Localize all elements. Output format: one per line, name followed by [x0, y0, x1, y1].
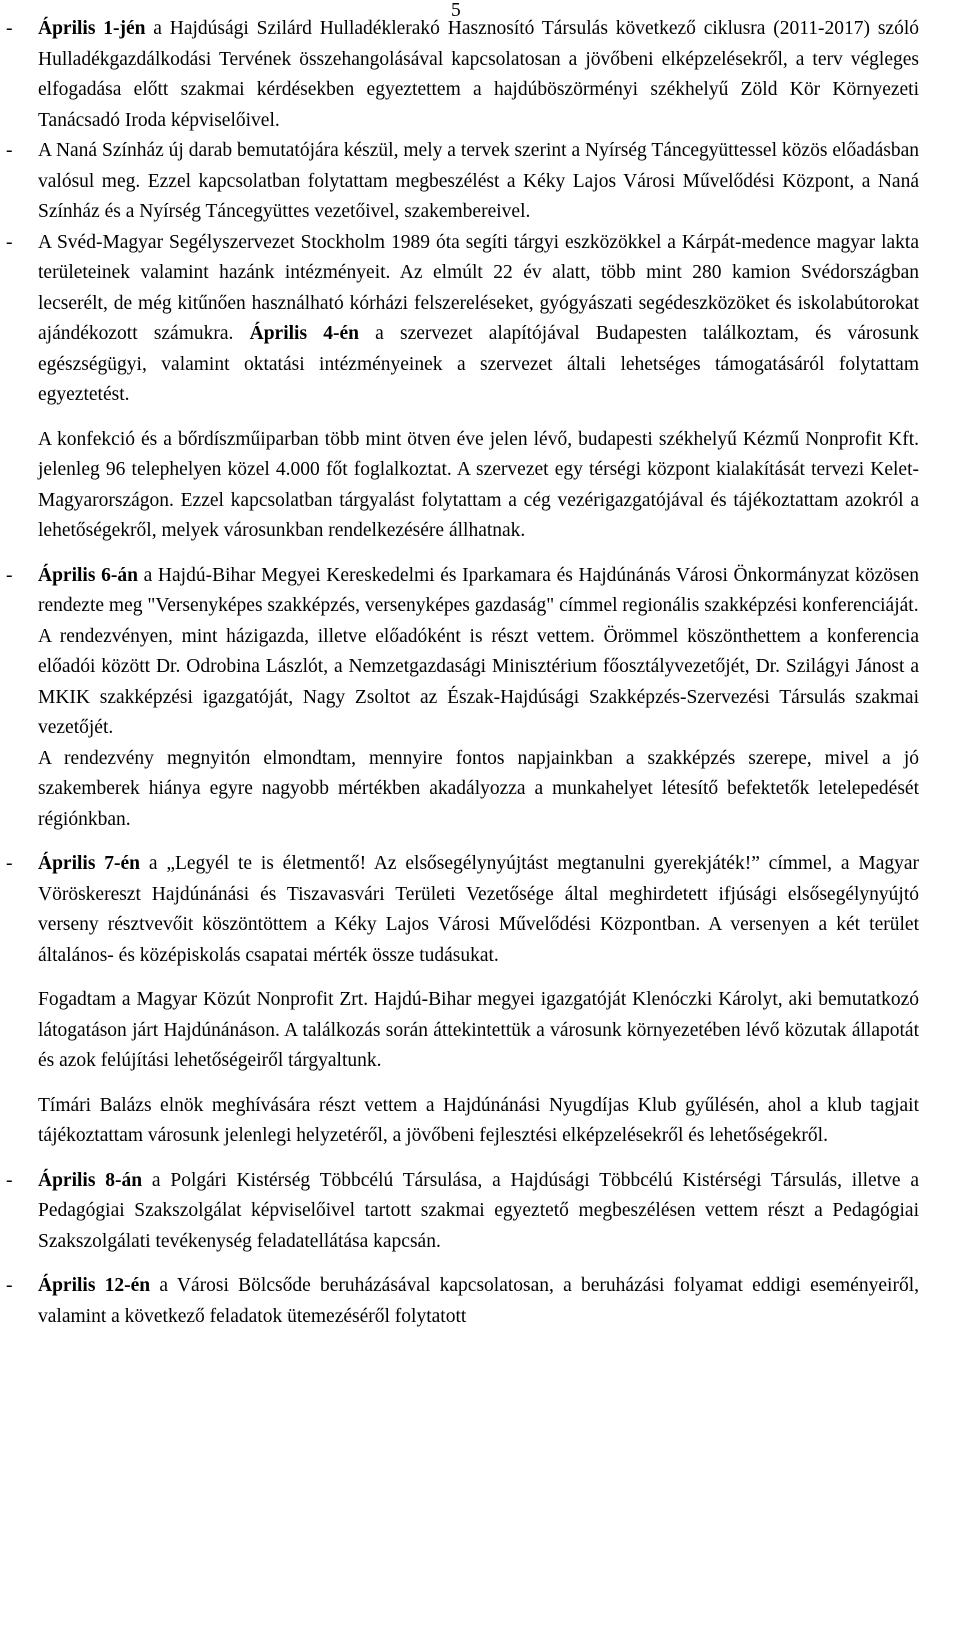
bullet-dash: -: [6, 853, 13, 874]
paragraph-kozut: Fogadtam a Magyar Közút Nonprofit Zrt. Hajdú-Bihar megyei igazgatóját Klenóczki Károlyt, aki bemutatkozó látogatáson járt Hajdúnánáson. A találkozás során áttekintettük a városunk környezetében lévő közutak állapotát és azok felújítási lehetőségeiről tárgyaltunk.: [38, 989, 919, 1071]
entry-text: a Hajdú-Bihar Megyei Kereskedelmi és Iparkamara és Hajdúnánás Városi Önkormányzat közösen rendezte meg "Versenyképes szakképzés, versenyképes gazdaság" címmel regionális szakképzési konferenciáját.: [38, 564, 920, 616]
entry-april-7: [6, 849, 919, 971]
bullet-dash: -: [6, 231, 13, 253]
entry-text: A Naná Színház új darab bemutatójára készül, mely a tervek szerint a Nyírség Táncegyüttessel közös előadásban valósul meg. Ezzel kapcsolatban folytattam megbeszélést a Kéky Lajos Városi Művelődési Központ, a Naná Színház és a Nyírség Táncegyüttes vezetőivel, szakembereivel.: [38, 140, 919, 222]
bullet-dash: -: [6, 1169, 13, 1191]
bullet-dash: -: [6, 564, 13, 586]
entry-text: a Hajdúsági Szilárd Hulladéklerakó Hasznosító Társulás következő ciklusra (2011-2017) szóló Hulladékgazdálkodási Tervének összehangolásával kapcsolatosan a jövőbeni elképzelésekről, a terv végleges elfogadása előtt szakmai kérdésekben egyeztettem a hajdúböszörményi székhelyű Zöld Kör Környezeti Tanácsadó Iroda képviselőivel.: [38, 18, 919, 131]
entry-april-4: [6, 228, 919, 411]
entry-text: a „Legyél te is életmentő! Az elsősegélynyújtást megtanulni gyerekjáték!” címmel, a Magyar Vöröskereszt Hajdúnánási és Tiszavasvári Területi Vezetősége által meghirdetett ifjúsági elsősegélynyújtó verseny résztvevőit köszöntöttem a Kéky Lajos Városi Művelődési Központban. A versenyen a két terület általános- és középiskolás csapatai mérték össze tudásukat.: [38, 853, 919, 966]
entry-april-12: [6, 1271, 919, 1332]
entry-date: Április 4-én: [249, 323, 359, 344]
entry-date: Április 7-én: [38, 853, 140, 874]
entry-april-6: [6, 561, 919, 622]
entry-text: A Svéd-Magyar Segélyszervezet Stockholm 1989 óta segíti tárgyi eszközökkel a Kárpát-medence magyar lakta területeinek valamint hazánk intézményeit. Az elmúlt 22 év alatt, több mint 280 kamion Svédországban lecserélt, de még kitűnően használható kórházi felszereléseket, gyógyászati segédeszközöket és iskolabútorokat ajándékozott számukra.: [38, 231, 919, 344]
entry-text: a Polgári Kistérség Többcélú Társulása, a Hajdúsági Többcélú Kistérségi Társulás, illetve a Pedagógiai Szakszolgálat képviselőivel tartott szakmai egyeztető megbeszélésen vettem részt a Pedagógiai Szakszolgálati tevékenység feladatellátása kapcsán.: [38, 1169, 920, 1252]
entry-april-1: [6, 14, 919, 136]
document-body: [6, 14, 919, 1332]
entry-nana-theatre: [6, 136, 919, 228]
bullet-dash: -: [6, 140, 13, 161]
entry-date: Április 1-jén: [38, 18, 146, 39]
page-number: 5: [451, 0, 461, 21]
entry-date: Április 12-én: [38, 1275, 151, 1296]
paragraph-conference-opening: A rendezvény megnyitón elmondtam, mennyire fontos napjainkban a szakképzés szerepe, mivel a jó szakemberek hiánya egyre nagyobb mértékben akadályozza a munkahelyet létesítő befektetők letelepedését régiónkban.: [38, 747, 919, 830]
entry-text: a Városi Bölcsőde beruházásával kapcsolatosan, a beruházási folyamat eddigi eseményeiről, valamint a következő feladatok ütemezéséről folytatott: [38, 1275, 919, 1327]
entry-date: Április 8-án: [38, 1169, 143, 1191]
entry-april-8: [6, 1166, 919, 1258]
paragraph-kezmu: A konfekció és a bőrdíszműiparban több mint ötven éve jelen lévő, budapesti székhelyű Kézmű Nonprofit Kft. jelenleg 96 telephelyen közel 4.000 főt foglalkoztat. A szervezet egy térségi központ kialakítását tervezi Kelet-Magyarországon. Ezzel kapcsolatban tárgyalást folytattam a cég vezérigazgatójával és tájékoztattam azokról a lehetőségekről, melyek városunkban rendelkezésére állhatnak.: [38, 428, 919, 541]
bullet-dash: -: [6, 1275, 13, 1296]
entry-text-continued: a szervezet alapítójával Budapesten találkoztam, és városunk egészségügyi, valamint oktatási intézményeinek a szervezet általi lehetséges támogatásáról folytattam egyeztetést.: [38, 323, 920, 405]
bullet-dash: -: [6, 18, 13, 39]
paragraph-conference-hosts: A rendezvényen, mint házigazda, illetve előadóként is részt vettem. Örömmel köszönthettem a konferencia előadói között Dr. Odrobina Lászlót, a Nemzetgazdasági Minisztérium főosztályvezetőjét, Dr. Szilágyi Jánost a MKIK szakképzési igazgatóját, Nagy Zsoltot az Észak-Hajdúsági Szakképzés-Szervezési Társulás szakmai vezetőjét.: [38, 625, 919, 738]
paragraph-pensioner-club: Tímári Balázs elnök meghívására részt vettem a Hajdúnánási Nyugdíjas Klub gyűlésén, ahol a klub tagjait tájékoztattam városunk jelenlegi helyzetéről, a jövőbeni fejlesztési elképzelésekről és lehetőségekről.: [38, 1094, 919, 1146]
entry-date: Április 6-án: [38, 564, 138, 586]
